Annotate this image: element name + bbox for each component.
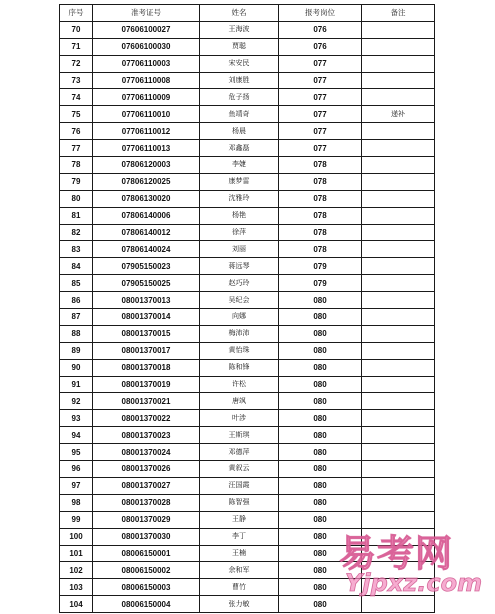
table-row <box>60 173 435 190</box>
ticket-number-cell: 08001370021 <box>93 393 200 410</box>
position-cell: 077 <box>279 106 362 123</box>
serial-cell: 92 <box>60 393 93 410</box>
table-row <box>60 157 435 174</box>
position-cell: 079 <box>279 275 362 292</box>
table-row <box>60 494 435 511</box>
name-cell: 唐飒 <box>200 393 279 410</box>
position-cell: 080 <box>279 477 362 494</box>
table-row <box>60 241 435 258</box>
header-remarks: 备注 <box>362 5 435 22</box>
ticket-number-cell: 07806140012 <box>93 224 200 241</box>
serial-cell: 80 <box>60 190 93 207</box>
table-row <box>60 393 435 410</box>
table-row <box>60 106 435 123</box>
ticket-number-cell: 08001370028 <box>93 494 200 511</box>
table-header-row <box>60 5 435 22</box>
name-cell: 刘丽 <box>200 241 279 258</box>
serial-cell: 99 <box>60 511 93 528</box>
table-row <box>60 376 435 393</box>
header-position: 报考岗位 <box>279 5 362 22</box>
position-cell: 080 <box>279 579 362 596</box>
serial-cell: 76 <box>60 123 93 140</box>
serial-cell: 100 <box>60 528 93 545</box>
serial-cell: 75 <box>60 106 93 123</box>
serial-cell: 72 <box>60 55 93 72</box>
ticket-number-cell: 08001370018 <box>93 359 200 376</box>
ticket-number-cell: 08001370026 <box>93 461 200 478</box>
serial-cell: 90 <box>60 359 93 376</box>
name-cell: 邓德萍 <box>200 444 279 461</box>
ticket-number-cell: 08001370015 <box>93 325 200 342</box>
header-ticket-number: 准考证号 <box>93 5 200 22</box>
serial-cell: 86 <box>60 292 93 309</box>
position-cell: 080 <box>279 444 362 461</box>
ticket-number-cell: 07706110003 <box>93 55 200 72</box>
table-row <box>60 461 435 478</box>
position-cell: 076 <box>279 38 362 55</box>
remarks-cell <box>362 241 435 258</box>
name-cell: 黄怡珠 <box>200 342 279 359</box>
name-cell: 陈和锋 <box>200 359 279 376</box>
serial-cell: 81 <box>60 207 93 224</box>
remarks-cell <box>362 55 435 72</box>
name-cell: 蒋远琴 <box>200 258 279 275</box>
table-row <box>60 359 435 376</box>
table-row <box>60 140 435 157</box>
position-cell: 076 <box>279 21 362 38</box>
ticket-number-cell: 08001370013 <box>93 292 200 309</box>
remarks-cell <box>362 157 435 174</box>
position-cell: 080 <box>279 562 362 579</box>
remarks-cell <box>362 325 435 342</box>
table-row <box>60 427 435 444</box>
serial-cell: 77 <box>60 140 93 157</box>
table-row <box>60 72 435 89</box>
remarks-cell <box>362 528 435 545</box>
ticket-number-cell: 07905150023 <box>93 258 200 275</box>
ticket-number-cell: 08006150004 <box>93 596 200 613</box>
table-row <box>60 309 435 326</box>
ticket-number-cell: 07706110013 <box>93 140 200 157</box>
serial-cell: 101 <box>60 545 93 562</box>
position-cell: 080 <box>279 342 362 359</box>
table-row <box>60 292 435 309</box>
ticket-number-cell: 07606100030 <box>93 38 200 55</box>
table-row <box>60 545 435 562</box>
remarks-cell <box>362 545 435 562</box>
position-cell: 077 <box>279 123 362 140</box>
position-cell: 080 <box>279 292 362 309</box>
name-cell: 王静 <box>200 511 279 528</box>
name-cell: 鱼靖奇 <box>200 106 279 123</box>
remarks-cell <box>362 140 435 157</box>
remarks-cell <box>362 376 435 393</box>
remarks-cell <box>362 207 435 224</box>
table-row <box>60 21 435 38</box>
remarks-cell <box>362 173 435 190</box>
table-row <box>60 123 435 140</box>
position-cell: 077 <box>279 140 362 157</box>
remarks-cell: 递补 <box>362 106 435 123</box>
position-cell: 077 <box>279 89 362 106</box>
name-cell: 吴纪会 <box>200 292 279 309</box>
ticket-number-cell: 07806140024 <box>93 241 200 258</box>
position-cell: 080 <box>279 545 362 562</box>
ticket-number-cell: 08006150002 <box>93 562 200 579</box>
watermark-text: 易考网 <box>339 532 453 575</box>
position-cell: 078 <box>279 224 362 241</box>
position-cell: 078 <box>279 157 362 174</box>
position-cell: 078 <box>279 207 362 224</box>
name-cell: 刘康胜 <box>200 72 279 89</box>
ticket-number-cell: 07806120025 <box>93 173 200 190</box>
ticket-number-cell: 08001370024 <box>93 444 200 461</box>
name-cell: 康梦雷 <box>200 173 279 190</box>
name-cell: 李婕 <box>200 157 279 174</box>
ticket-number-cell: 08001370027 <box>93 477 200 494</box>
ticket-number-cell: 07706110009 <box>93 89 200 106</box>
remarks-cell <box>362 292 435 309</box>
table-row <box>60 579 435 596</box>
name-cell: 赵巧玲 <box>200 275 279 292</box>
position-cell: 080 <box>279 359 362 376</box>
remarks-cell <box>362 359 435 376</box>
name-cell: 王海波 <box>200 21 279 38</box>
name-cell: 王楠 <box>200 545 279 562</box>
serial-cell: 91 <box>60 376 93 393</box>
ticket-number-cell: 08001370023 <box>93 427 200 444</box>
serial-cell: 73 <box>60 72 93 89</box>
remarks-cell <box>362 342 435 359</box>
table-row <box>60 511 435 528</box>
position-cell: 080 <box>279 427 362 444</box>
table-row <box>60 190 435 207</box>
watermark-url: Yjpxz.com <box>345 569 483 597</box>
header-name: 姓名 <box>200 5 279 22</box>
table-row <box>60 258 435 275</box>
remarks-cell <box>362 38 435 55</box>
ticket-number-cell: 07606100027 <box>93 21 200 38</box>
position-cell: 077 <box>279 55 362 72</box>
position-cell: 080 <box>279 325 362 342</box>
table-row <box>60 55 435 72</box>
serial-cell: 103 <box>60 579 93 596</box>
ticket-number-cell: 08006150001 <box>93 545 200 562</box>
table-row <box>60 477 435 494</box>
name-cell: 宋安民 <box>200 55 279 72</box>
table-row <box>60 38 435 55</box>
remarks-cell <box>362 579 435 596</box>
serial-cell: 82 <box>60 224 93 241</box>
position-cell: 080 <box>279 410 362 427</box>
serial-cell: 78 <box>60 157 93 174</box>
remarks-cell <box>362 72 435 89</box>
table-body <box>60 21 435 612</box>
name-cell: 陈智强 <box>200 494 279 511</box>
name-cell: 邓鑫磊 <box>200 140 279 157</box>
name-cell: 黄叙云 <box>200 461 279 478</box>
remarks-cell <box>362 444 435 461</box>
ticket-number-cell: 07806130020 <box>93 190 200 207</box>
serial-cell: 96 <box>60 461 93 478</box>
name-cell: 杨晨 <box>200 123 279 140</box>
serial-cell: 70 <box>60 21 93 38</box>
table-row <box>60 224 435 241</box>
name-cell: 余和军 <box>200 562 279 579</box>
serial-cell: 79 <box>60 173 93 190</box>
serial-cell: 104 <box>60 596 93 613</box>
name-cell: 叶涉 <box>200 410 279 427</box>
ticket-number-cell: 08001370014 <box>93 309 200 326</box>
table-row <box>60 207 435 224</box>
serial-cell: 95 <box>60 444 93 461</box>
name-cell: 李丁 <box>200 528 279 545</box>
ticket-number-cell: 07905150025 <box>93 275 200 292</box>
name-cell: 贾聪 <box>200 38 279 55</box>
remarks-cell <box>362 275 435 292</box>
position-cell: 080 <box>279 596 362 613</box>
position-cell: 080 <box>279 528 362 545</box>
position-cell: 080 <box>279 376 362 393</box>
table-row <box>60 596 435 613</box>
table-row <box>60 410 435 427</box>
remarks-cell <box>362 410 435 427</box>
serial-cell: 71 <box>60 38 93 55</box>
table-row <box>60 562 435 579</box>
table-row <box>60 325 435 342</box>
ticket-number-cell: 08001370022 <box>93 410 200 427</box>
serial-cell: 93 <box>60 410 93 427</box>
remarks-cell <box>362 461 435 478</box>
serial-cell: 87 <box>60 309 93 326</box>
position-cell: 080 <box>279 461 362 478</box>
position-cell: 080 <box>279 494 362 511</box>
serial-cell: 85 <box>60 275 93 292</box>
name-cell: 危子扬 <box>200 89 279 106</box>
serial-cell: 97 <box>60 477 93 494</box>
position-cell: 080 <box>279 309 362 326</box>
serial-cell: 83 <box>60 241 93 258</box>
name-cell: 向娜 <box>200 309 279 326</box>
ticket-number-cell: 08001370017 <box>93 342 200 359</box>
serial-cell: 89 <box>60 342 93 359</box>
remarks-cell <box>362 190 435 207</box>
remarks-cell <box>362 224 435 241</box>
ticket-number-cell: 07806120003 <box>93 157 200 174</box>
remarks-cell <box>362 427 435 444</box>
name-cell: 张力敏 <box>200 596 279 613</box>
serial-cell: 94 <box>60 427 93 444</box>
position-cell: 080 <box>279 511 362 528</box>
candidate-table <box>59 4 435 613</box>
table-row <box>60 528 435 545</box>
serial-cell: 74 <box>60 89 93 106</box>
position-cell: 078 <box>279 173 362 190</box>
position-cell: 079 <box>279 258 362 275</box>
name-cell: 梅沛沛 <box>200 325 279 342</box>
ticket-number-cell: 08001370019 <box>93 376 200 393</box>
name-cell: 曹竹 <box>200 579 279 596</box>
name-cell: 汪国霞 <box>200 477 279 494</box>
table-row <box>60 444 435 461</box>
name-cell: 许松 <box>200 376 279 393</box>
remarks-cell <box>362 494 435 511</box>
name-cell: 杨艳 <box>200 207 279 224</box>
remarks-cell <box>362 258 435 275</box>
serial-cell: 88 <box>60 325 93 342</box>
remarks-cell <box>362 123 435 140</box>
name-cell: 徐萍 <box>200 224 279 241</box>
ticket-number-cell: 08001370029 <box>93 511 200 528</box>
remarks-cell <box>362 511 435 528</box>
remarks-cell <box>362 596 435 613</box>
table-row <box>60 89 435 106</box>
remarks-cell <box>362 89 435 106</box>
position-cell: 078 <box>279 190 362 207</box>
remarks-cell <box>362 477 435 494</box>
remarks-cell <box>362 393 435 410</box>
name-cell: 沈雅玲 <box>200 190 279 207</box>
name-cell: 王斯琪 <box>200 427 279 444</box>
position-cell: 078 <box>279 241 362 258</box>
remarks-cell <box>362 21 435 38</box>
serial-cell: 84 <box>60 258 93 275</box>
remarks-cell <box>362 309 435 326</box>
remarks-cell <box>362 562 435 579</box>
serial-cell: 102 <box>60 562 93 579</box>
position-cell: 077 <box>279 72 362 89</box>
ticket-number-cell: 08001370030 <box>93 528 200 545</box>
table-row <box>60 342 435 359</box>
ticket-number-cell: 07706110012 <box>93 123 200 140</box>
position-cell: 080 <box>279 393 362 410</box>
ticket-number-cell: 08006150003 <box>93 579 200 596</box>
serial-cell: 98 <box>60 494 93 511</box>
table-row <box>60 275 435 292</box>
ticket-number-cell: 07806140006 <box>93 207 200 224</box>
header-serial: 序号 <box>60 5 93 22</box>
ticket-number-cell: 07706110010 <box>93 106 200 123</box>
ticket-number-cell: 07706110008 <box>93 72 200 89</box>
